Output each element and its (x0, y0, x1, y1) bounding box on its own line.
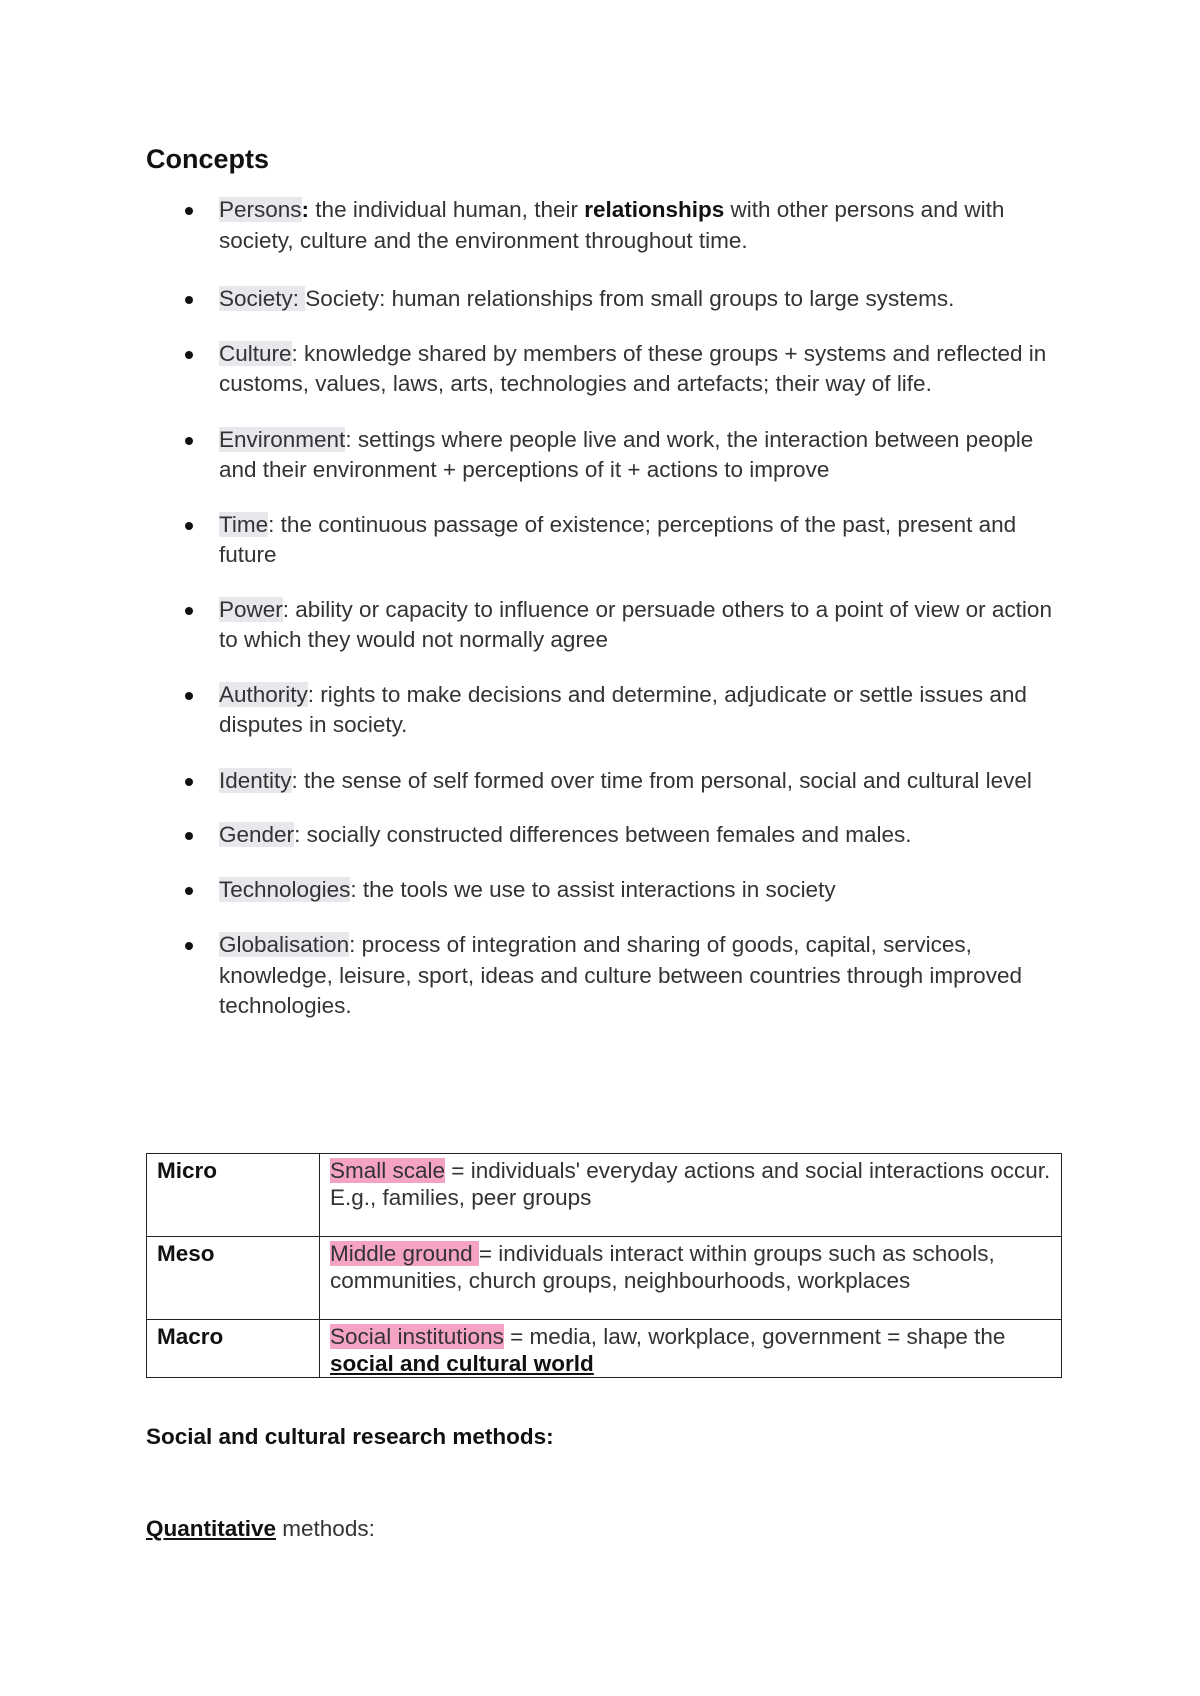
concepts-list (146, 195, 1066, 1022)
concept-item (146, 875, 1066, 906)
highlighted-term: Social institutions (330, 1324, 504, 1349)
level-description: Small scale = individuals' everyday actions and social interactions occur. E.g., families, peer groups (320, 1154, 1062, 1237)
levels-table (146, 1153, 1062, 1378)
concept-definition: : the tools we use to assist interactions in society (350, 876, 836, 902)
concept-definition: : rights to make decisions and determine, adjudicate or settle issues and disputes in society. (219, 681, 1027, 737)
concept-term: Society: (219, 286, 306, 311)
concept-item (146, 820, 1066, 851)
section-subheading: Social and cultural research methods: (146, 1424, 554, 1449)
concept-item (146, 425, 1066, 486)
concept-term: Time (219, 511, 269, 537)
bullet-icon (185, 832, 193, 840)
table-row (147, 1154, 1062, 1237)
bullet-icon (185, 607, 193, 615)
concept-definition: : the continuous passage of existence; perceptions of the past, present and future (219, 511, 1017, 567)
concept-item (146, 595, 1066, 656)
bullet-icon (185, 296, 193, 304)
quantitative-label: Quantitative (146, 1516, 277, 1541)
concept-definition: Society: human relationships from small groups to large systems. (305, 286, 955, 311)
concept-item (146, 284, 1066, 315)
page-heading: Concepts (146, 144, 270, 174)
emphasized-phrase: social and cultural world (330, 1351, 594, 1376)
concept-definition: : socially constructed differences between females and males. (294, 822, 912, 847)
bullet-icon (185, 692, 193, 700)
table-row (147, 1237, 1062, 1320)
concept-term: Gender (219, 822, 295, 847)
concept-definition: : the sense of self formed over time from personal, social and cultural level (291, 767, 1032, 793)
bullet-icon (185, 887, 193, 895)
concept-definition: : knowledge shared by members of these groups + systems and reflected in customs, values, laws, arts, technologies and artefacts; their way of life. (219, 340, 1047, 396)
concept-term: Globalisation (219, 932, 350, 957)
level-description: Social institutions = media, law, workplace, government = shape the social and cultural world (320, 1320, 1062, 1378)
highlighted-term: Middle ground (330, 1241, 479, 1266)
concept-item (146, 339, 1066, 400)
concept-term: Persons (219, 197, 302, 222)
concept-item (146, 680, 1066, 741)
concept-term: Culture (219, 340, 292, 366)
concept-term: Power (219, 596, 283, 622)
level-name: Macro (147, 1320, 320, 1378)
concept-item (146, 930, 1066, 1022)
level-name: Meso (147, 1237, 320, 1320)
concept-definition: the individual human, their relationships with other persons and with society, culture and the environment throughout time. (219, 197, 1005, 253)
concept-definition: : process of integration and sharing of goods, capital, services, knowledge, leisure, sport, ideas and culture between countries through improved technologies. (219, 932, 1022, 1018)
concept-term: Environment (219, 426, 346, 452)
concept-definition: : ability or capacity to influence or persuade others to a point of view or action to which they would not normally agree (219, 596, 1052, 652)
bullet-icon (185, 942, 193, 950)
quantitative-heading: Quantitative methods: (146, 1516, 375, 1541)
bullet-icon (185, 207, 193, 215)
concept-term: Authority (219, 681, 308, 707)
bullet-icon (185, 778, 193, 786)
level-description: Middle ground = individuals interact within groups such as schools, communities, church groups, neighbourhoods, workplaces (320, 1237, 1062, 1320)
level-name: Micro (147, 1154, 320, 1237)
table-row (147, 1320, 1062, 1378)
bullet-icon (185, 437, 193, 445)
concept-item (146, 510, 1066, 571)
concept-definition: : settings where people live and work, the interaction between people and their environment + perceptions of it + actions to improve (219, 426, 1034, 482)
concept-term: Technologies (219, 876, 351, 902)
bullet-icon (185, 522, 193, 530)
concept-item (146, 195, 1066, 256)
concept-item (146, 766, 1066, 797)
concept-term: Identity (219, 767, 292, 793)
bullet-icon (185, 351, 193, 359)
concept-colon: : (301, 197, 310, 222)
concept-keyword: relationships (584, 197, 725, 222)
highlighted-term: Small scale (330, 1158, 446, 1183)
